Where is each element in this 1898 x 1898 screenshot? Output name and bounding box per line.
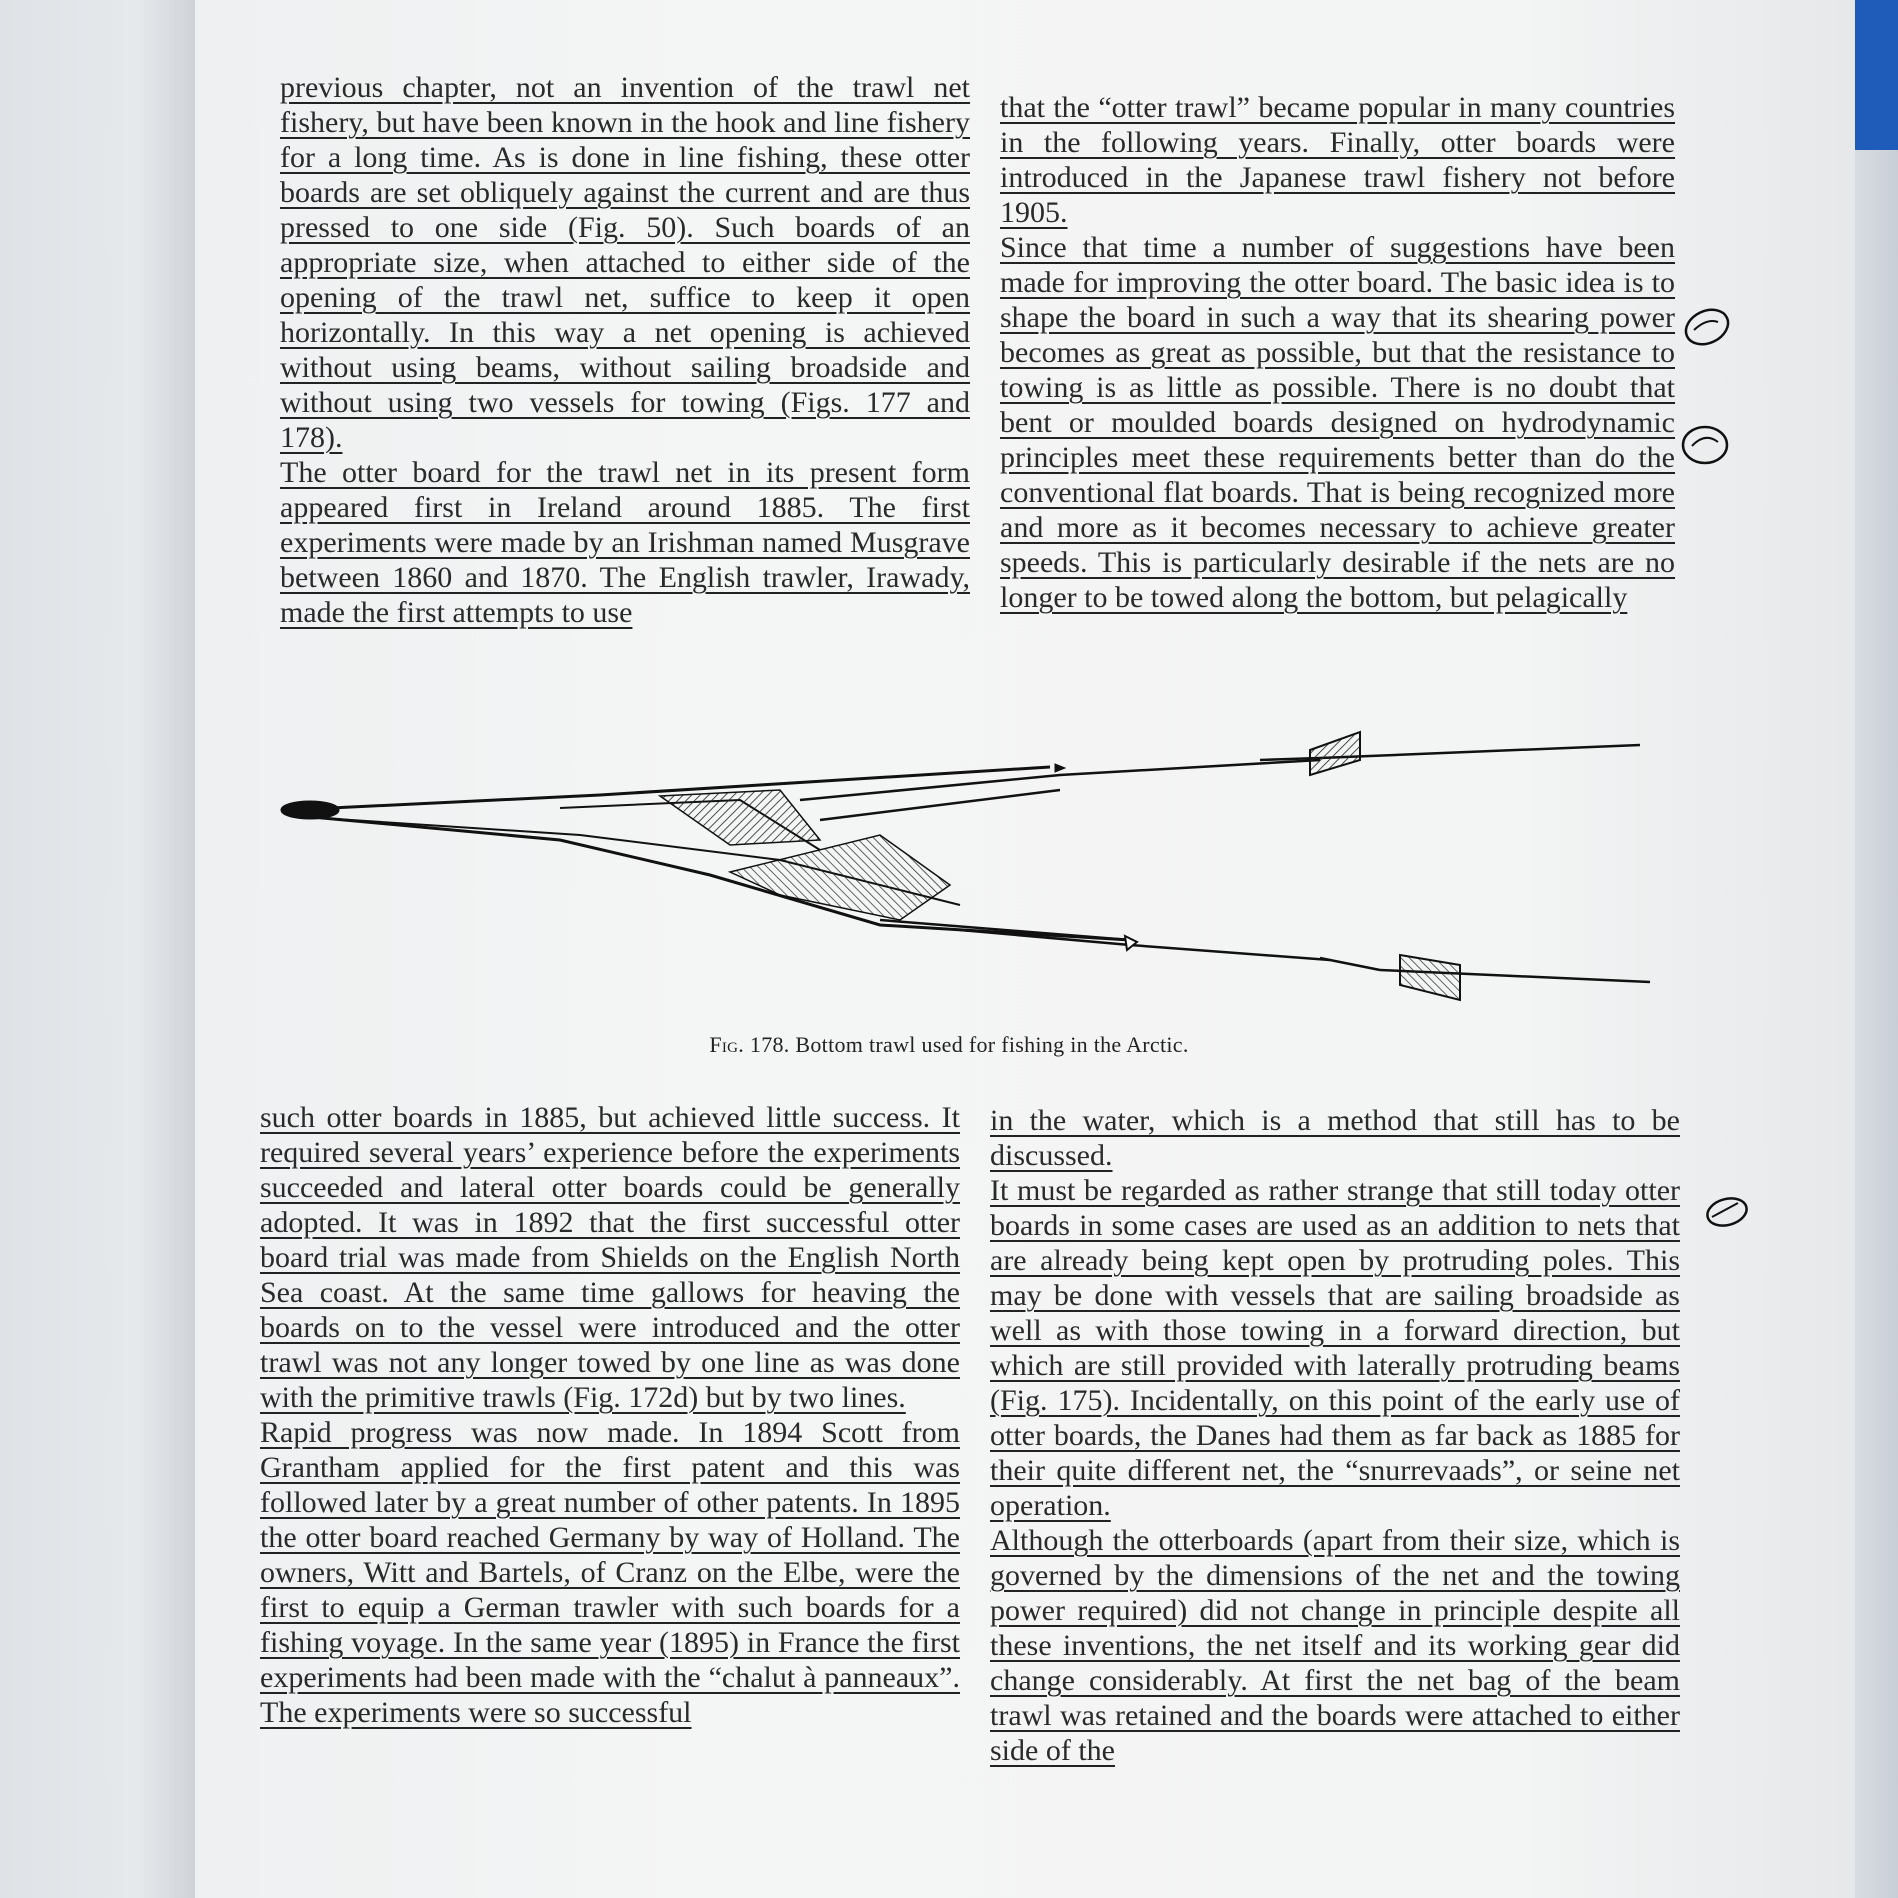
net-lower-edge: [290, 815, 1130, 940]
warp-upper: [1320, 745, 1640, 758]
paragraph: Although the otterboards (apart from their size, which is governed by the dimensions of the net and the towing power required) did not change in principle despite all these inventions, the net itself and its working gear did change considerably. At first the net bag of the beam trawl was retained and the boards were attached to either side of the: [990, 1524, 1680, 1767]
connector-upper: [1055, 764, 1065, 772]
text-column-bottom-right: [990, 1103, 1680, 1768]
paragraph: The otter board for the trawl net in its present form appeared first in Ireland around 1885. The first experiments were made by an Irishman named Musgrave between 1860 and 1870. The English trawler, Irawady, made the first attempts to use: [280, 456, 970, 629]
page-stack-edge: [1855, 0, 1898, 1898]
text-column-bottom-left: [260, 1100, 960, 1730]
paragraph: Since that time a number of suggestions have been made for improving the otter board. The basic idea is to shape the board in such a way that its shearing power becomes as great as possible, but that the resistance to towing is as little as possible. There is no doubt that bent or moulded boards designed on hydrodynamic principles meet these requirements better than do the conventional flat boards. That is being recognized more and more as it becomes necessary to achieve greater speeds. This is particularly desirable if the nets are no longer to be towed along the bottom, but pelagically: [1000, 231, 1675, 614]
connector-lower: [1125, 936, 1137, 950]
margin-pen-mark-icon: [1700, 1185, 1754, 1239]
trawl-figure: [260, 700, 1700, 1030]
text-column-top-left: [280, 70, 970, 630]
bridle-lower-2: [880, 920, 1130, 940]
paragraph: in the water, which is a method that still has to be discussed.: [990, 1104, 1680, 1172]
facing-page-edge: [0, 0, 195, 1898]
figure-caption-text: Bottom trawl used for fishing in the Arctic.: [795, 1032, 1189, 1057]
net-wing-upper: [660, 790, 820, 845]
paragraph: such otter boards in 1885, but achieved little success. It required several years’ experience before the experiments succeeded and lateral otter boards could be generally adopted. It was in 1892 that the first successful otter board trial was made from Shields on the English North Sea coast. At the same time gallows for heaving the boards on to the vessel were introduced and the otter trawl was not any longer towed by one line as was done with the primitive trawls (Fig. 172d) but by two lines.: [260, 1101, 960, 1414]
paragraph: that the “otter trawl” became popular in many countries in the following years. Finally, otter boards were introduced in the Japanese trawl fishery not before 1905.: [1000, 91, 1675, 229]
blue-cover-tab: [1855, 0, 1898, 150]
paragraph: Rapid progress was now made. In 1894 Scott from Grantham applied for the first patent and this was followed later by a great number of other patents. In 1895 the otter board reached Germany by way of Holland. The owners, Witt and Bartels, of Cranz on the Elbe, were the first to equip a German trawler with such boards for a fishing voyage. In the same year (1895) in France the first experiments had been made with the “chalut à panneaux”. The experiments were so successful: [260, 1416, 960, 1729]
bridle-lower: [960, 930, 1330, 960]
figure-caption: [0, 1032, 1898, 1058]
paragraph: It must be regarded as rather strange that still today otter boards in some cases are used as an addition to nets that are already being kept open by protruding poles. This may be done with vessels that are sailing broadside as well as with those towing in a forward direction, but which are still provided with laterally protruding beams (Fig. 175). Incidentally, on this point of the early use of otter boards, the Danes had them as far back as 1885 for their quite different net, the “snurrevaads”, or seine net operation.: [990, 1174, 1680, 1522]
text-column-top-right: [1000, 90, 1675, 615]
margin-pen-mark-icon: [1680, 300, 1734, 354]
otter-board-lower: [1400, 955, 1460, 1000]
trawl-net-drawing: [282, 745, 1650, 982]
net-wing-lower: [730, 835, 950, 920]
margin-pen-mark-icon: [1678, 418, 1732, 472]
paragraph: previous chapter, not an invention of the trawl net fishery, but have been known in the hook and line fishery for a long time. As is done in line fishing, these otter boards are set obliquely against the current and are thus pressed to one side (Fig. 50). Such boards of an appropriate size, when attached to either side of the opening of the trawl net, suffice to keep it open horizontally. In this way a net opening is achieved without using beams, without sailing broadside and without using two vessels for towing (Figs. 177 and 178).: [280, 71, 970, 454]
figure-label: Fig. 178.: [709, 1032, 790, 1057]
otter-board-upper: [1310, 732, 1360, 775]
